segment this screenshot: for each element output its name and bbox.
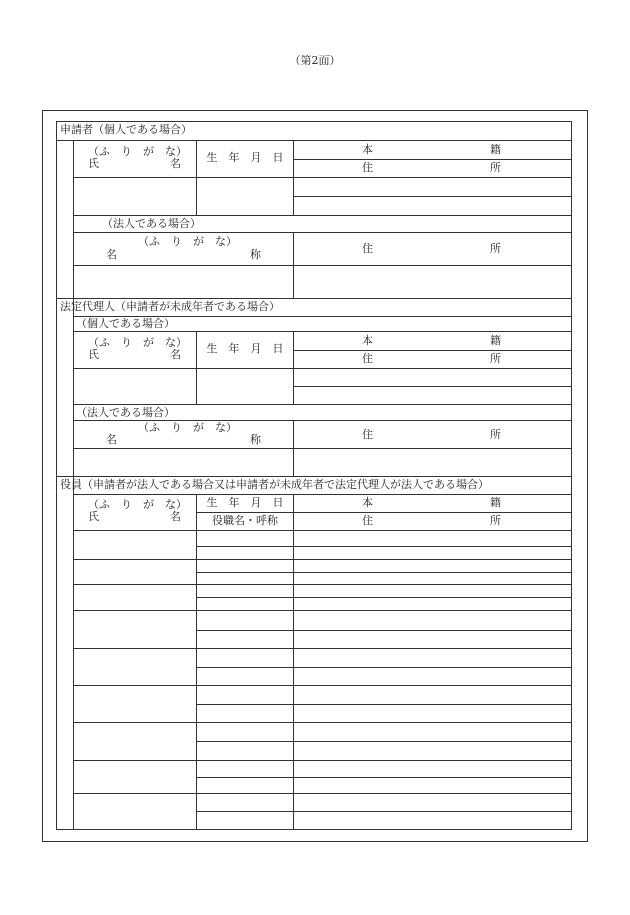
applicant-name-label-right: 名 [170,157,181,170]
officers-address-label-right: 所 [490,514,501,527]
officer-row-2-name-field[interactable] [74,560,195,583]
line [196,741,572,742]
line [293,159,572,160]
line [56,476,572,477]
legal-rep-corp-address-label-left: 住 [362,428,373,441]
officers-honseki-label-right: 籍 [490,496,501,509]
legal-rep-corp-name-field[interactable] [74,449,292,475]
line [73,494,572,495]
officers-address-label-left: 住 [362,514,373,527]
applicant-corp-name-label-right: 称 [250,248,261,261]
legal-rep-honseki-label-right: 籍 [490,334,501,347]
officer-row-7-name-field[interactable] [74,723,195,759]
applicant-furigana-label: （ふ り が な） [88,145,187,158]
frame-right [587,110,588,842]
line [56,298,572,299]
line [73,232,572,233]
line [293,350,572,351]
legal-rep-furigana-label: （ふ り が な） [88,336,187,349]
line [73,331,572,332]
officer-row-1-name-field[interactable] [74,531,195,558]
applicant-address-label-left: 住 [362,161,373,174]
officer-row-9-name-field[interactable] [74,794,195,828]
line [73,404,572,405]
legal-rep-address-field[interactable] [294,387,570,403]
officers-name-label-right: 名 [170,510,181,523]
officers-birthdate-label: 生 年 月 日 [206,496,284,509]
applicant-corp-name-field[interactable] [74,266,292,297]
applicant-name-field[interactable] [74,178,195,214]
officer-row-3-name-field[interactable] [74,585,195,609]
officers-name-label-left: 氏 [88,510,99,523]
line [196,572,572,573]
applicant-corp-address-field[interactable] [294,266,570,297]
line [196,512,572,513]
applicant-birthdate-label: 生 年 月 日 [206,151,284,164]
officer-row-4-name-field[interactable] [74,611,195,647]
legal-rep-corp-name-label-left: 名 [106,433,117,446]
line [196,704,572,705]
line [196,811,572,812]
legal-rep-corp-furigana-label: （ふ り が な） [138,421,237,434]
applicant-honseki-label-left: 本 [362,143,373,156]
line [196,494,197,830]
officers-position-label: 役職名・呼称 [212,514,278,527]
officers-section-title: 役員（申請者が法人である場合又は申請者が未成年者で法定代理人が法人である場合） [60,478,489,491]
applicant-corp-address-label-left: 住 [362,242,373,255]
officer-row-5-name-field[interactable] [74,649,195,684]
legal-rep-birthdate-field[interactable] [197,369,292,403]
line [56,140,572,141]
legal-rep-corp-address-field[interactable] [294,449,570,475]
legal-rep-corp-name-label-right: 称 [250,433,261,446]
legal-rep-indiv-title: （個人である場合） [76,317,175,330]
frame-left [42,110,43,842]
applicant-name-label-left: 氏 [88,157,99,170]
legal-rep-address-label-left: 住 [362,352,373,365]
page-number: （第2面） [289,54,341,67]
legal-rep-honseki-field[interactable] [294,369,570,385]
applicant-honseki-label-right: 籍 [490,143,501,156]
applicant-section-title: 申請者（個人である場合） [60,123,192,136]
legal-rep-birthdate-label: 生 年 月 日 [206,342,284,355]
applicant-corp-address-label-right: 所 [490,242,501,255]
applicant-corp-title: （法人である場合） [102,217,201,230]
line [196,546,572,547]
line [73,215,572,216]
line [293,494,294,830]
legal-rep-corp-address-label-right: 所 [490,428,501,441]
officers-furigana-label: （ふ り が な） [88,498,187,511]
applicant-corp-name-label-left: 名 [106,248,117,261]
legal-rep-address-label-right: 所 [490,352,501,365]
line [56,121,572,122]
applicant-honseki-field[interactable] [294,178,570,195]
frame-top [42,110,588,111]
officers-honseki-label-left: 本 [362,496,373,509]
applicant-address-field[interactable] [294,197,570,214]
officer-row-8-name-field[interactable] [74,761,195,792]
applicant-corp-furigana-label: （ふ り が な） [138,235,237,248]
line [56,829,572,830]
legal-rep-name-label-right: 名 [170,348,181,361]
line [196,630,572,631]
frame-bottom [42,841,588,842]
legal-rep-section-title: 法定代理人（申請者が未成年者である場合） [60,300,280,313]
legal-rep-honseki-label-left: 本 [362,334,373,347]
line [196,667,572,668]
officer-row-6-name-field[interactable] [74,686,195,721]
line [196,597,572,598]
legal-rep-name-field[interactable] [74,369,195,403]
legal-rep-corp-title: （法人である場合） [76,406,175,419]
line [196,777,572,778]
applicant-address-label-right: 所 [490,161,501,174]
legal-rep-name-label-left: 氏 [88,348,99,361]
applicant-birthdate-field[interactable] [197,178,292,214]
